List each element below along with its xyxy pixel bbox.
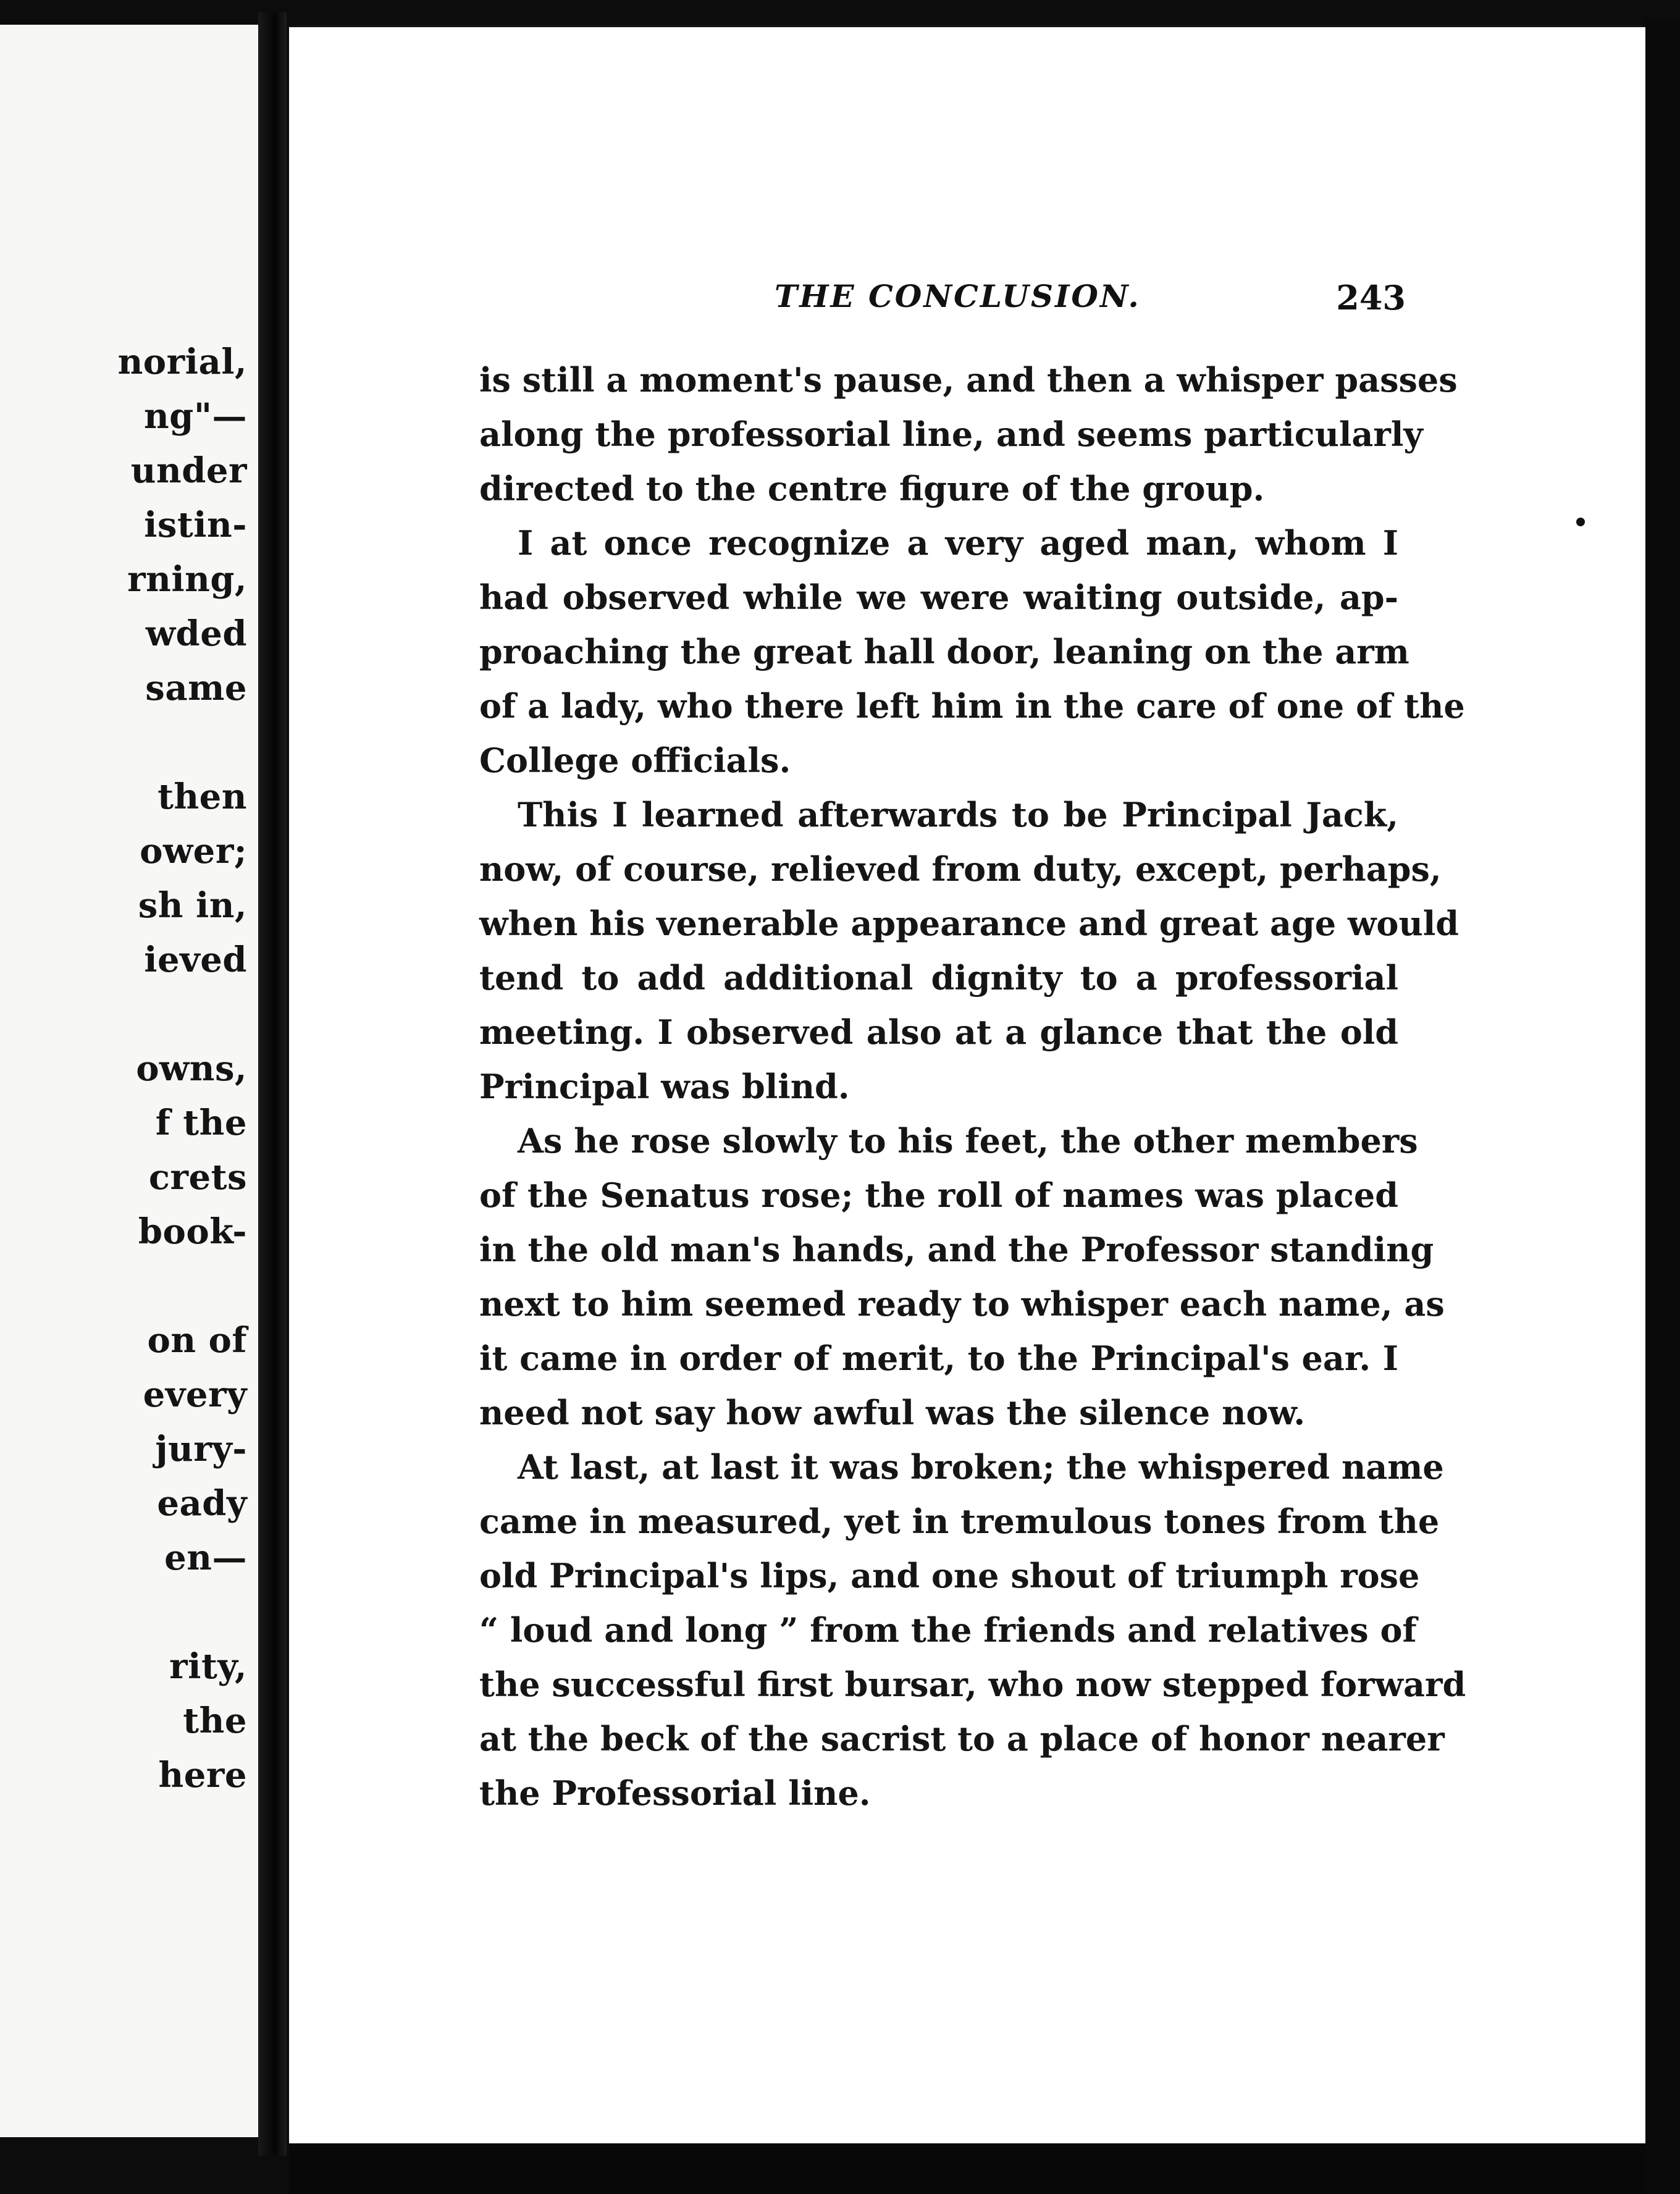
left-fragment: rity,	[169, 1646, 247, 1687]
page-edge	[1645, 19, 1680, 2194]
left-fragment: wded	[145, 613, 247, 654]
left-fragment: here	[158, 1755, 247, 1796]
text-line: need not say how awful was the silence now.	[479, 1393, 1306, 1432]
left-fragment: f the	[155, 1103, 247, 1143]
bottom-shadow	[289, 2143, 1645, 2194]
ink-speck	[1576, 518, 1585, 526]
left-fragment: under	[130, 450, 247, 491]
page-number: 243	[1336, 278, 1406, 317]
text-line: At last, at last it was broken; the whispered name	[518, 1447, 1444, 1487]
left-fragment: rning,	[127, 559, 247, 600]
text-line: tend to add additional dignity to a professorial	[479, 958, 1398, 998]
text-line: the Professorial line.	[479, 1773, 871, 1813]
left-fragment: eady	[157, 1483, 247, 1524]
left-fragment: ieved	[144, 939, 247, 980]
text-line: next to him seemed ready to whisper each name, as	[479, 1284, 1445, 1324]
text-line: meeting. I observed also at a glance that the old	[479, 1012, 1398, 1052]
left-fragment: owns,	[136, 1048, 247, 1089]
left-fragment: en—	[164, 1537, 247, 1578]
left-fragment: then	[158, 776, 247, 817]
text-line: now, of course, relieved from duty, except, perhaps,	[479, 849, 1442, 889]
text-line: proaching the great hall door, leaning on the arm	[479, 632, 1409, 671]
text-line: directed to the centre figure of the group.	[479, 469, 1265, 508]
left-facing-page	[0, 25, 262, 2137]
text-line: came in measured, yet in tremulous tones from the	[479, 1502, 1440, 1541]
text-line: As he rose slowly to his feet, the other members	[518, 1121, 1418, 1161]
left-fragment: ower;	[140, 831, 247, 872]
left-fragment: jury-	[155, 1429, 247, 1469]
text-line: is still a moment's pause, and then a whisper passes	[479, 360, 1458, 400]
left-fragment: istin-	[144, 505, 247, 545]
left-fragment: crets	[148, 1157, 247, 1198]
text-line: College officials.	[479, 741, 791, 780]
text-line: had observed while we were waiting outside, ap-	[479, 578, 1398, 617]
text-line: “ loud and long ” from the friends and relatives of	[479, 1610, 1417, 1650]
text-line: old Principal's lips, and one shout of triumph rose	[479, 1556, 1420, 1595]
text-line: Principal was blind.	[479, 1067, 850, 1106]
text-line: This I learned afterwards to be Principal Jack,	[518, 795, 1398, 834]
text-line: it came in order of merit, to the Principal's ear. I	[479, 1339, 1398, 1378]
text-line: the successful first bursar, who now stepped forward	[479, 1665, 1466, 1704]
text-line: in the old man's hands, and the Professor standing	[479, 1230, 1434, 1269]
text-line: when his venerable appearance and great age would	[479, 904, 1459, 943]
text-line: at the beck of the sacrist to a place of honor nearer	[479, 1719, 1445, 1759]
left-fragment: norial,	[117, 342, 247, 382]
text-line: along the professorial line, and seems particularly	[479, 414, 1423, 454]
left-fragment: sh in,	[138, 885, 247, 926]
left-fragment: book-	[138, 1211, 247, 1252]
text-line: I at once recognize a very aged man, whom I	[518, 523, 1398, 563]
left-fragment: every	[143, 1374, 247, 1415]
running-head	[484, 278, 1406, 321]
text-line: of the Senatus rose; the roll of names was placed	[479, 1175, 1398, 1215]
book-gutter	[258, 12, 287, 2156]
left-fragment: same	[145, 668, 247, 708]
text-line: of a lady, who there left him in the care of one of the	[479, 686, 1465, 726]
chapter-title: THE CONCLUSION.	[775, 278, 1141, 314]
left-fragment: on of	[147, 1320, 247, 1361]
left-fragment: ng"—	[143, 396, 247, 437]
left-fragment: the	[183, 1700, 247, 1741]
